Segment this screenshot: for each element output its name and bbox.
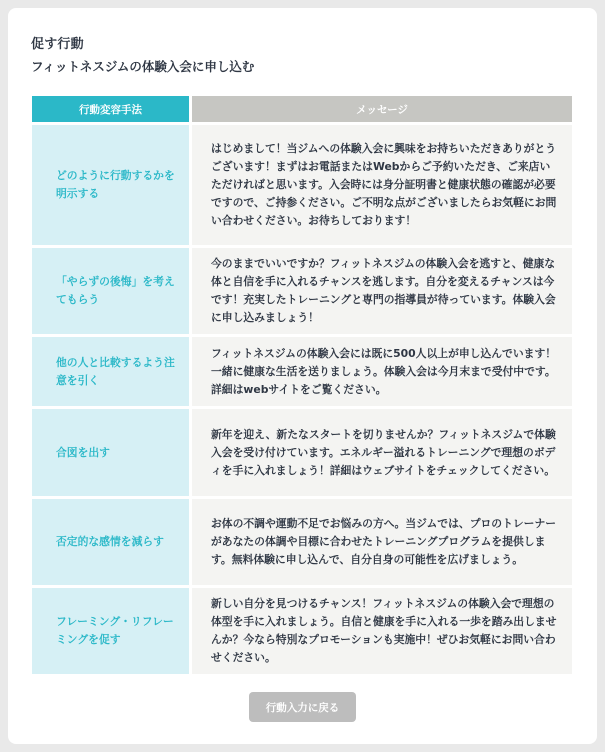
table-row: [32, 409, 572, 496]
message-cell: 新しい自分を見つけるチャンス！フィットネスジムの体験入会で理想の体型を手に入れましょう。自信と健康を手に入れる一歩を踏み出しませんか？今なら特別なプロモーションも実施中！ぜひお気軽にお問い合わせください。: [192, 588, 572, 674]
message-column-header: メッセージ: [192, 96, 572, 122]
target-behavior: フィットネスジムの体験入会に申し込む: [31, 59, 255, 74]
technique-cell: フレーミング・リフレーミングを促す: [32, 588, 189, 674]
result-card: [8, 8, 597, 744]
table-header-row: [32, 96, 572, 122]
technique-cell: 否定的な感情を減らす: [32, 499, 189, 585]
page-title: 促す行動: [31, 37, 84, 52]
back-to-behavior-input-button[interactable]: 行動入力に戻る: [249, 692, 356, 722]
message-cell: フィットネスジムの体験入会には既に500人以上が申し込んでいます！一緒に健康な生活を送りましょう。体験入会は今月末まで受付中です。詳細はwebサイトをご覧ください。: [192, 337, 572, 406]
technique-cell: 他の人と比較するよう注意を引く: [32, 337, 189, 406]
table-row: [32, 499, 572, 585]
message-cell: 新年を迎え、新たなスタートを切りませんか？フィットネスジムで体験入会を受け付けています。エネルギー溢れるトレーニングで理想のボディを手に入れましょう！詳細はウェブサイトをチェックしてください。: [192, 409, 572, 496]
message-table: [29, 93, 575, 677]
table-row: [32, 588, 572, 674]
table-row: [32, 125, 572, 245]
message-cell: お体の不調や運動不足でお悩みの方へ。当ジムでは、プロのトレーナーがあなたの体調や目標に合わせたトレーニングプログラムを提供します。無料体験に申し込んで、自分自身の可能性を広げましょう。: [192, 499, 572, 585]
technique-cell: 「やらずの後悔」を考えてもらう: [32, 248, 189, 334]
table-row: [32, 248, 572, 334]
technique-cell: 合図を出す: [32, 409, 189, 496]
message-cell: 今のままでいいですか？フィットネスジムの体験入会を逃すと、健康な体と自信を手に入れるチャンスを逃します。自分を変えるチャンスは今です！充実したトレーニングと専門の指導員が待っています。体験入会に申し込みましょう！: [192, 248, 572, 334]
message-cell: はじめまして！当ジムへの体験入会に興味をお持ちいただきありがとうございます！まずはお電話またはWebからご予約いただき、ご来店いただければと思います。入会時には身分証明書と健康状態の確認が必要ですので、ご持参ください。ご不明な点がございましたらお気軽にお問い合わせください。お待ちしております！: [192, 125, 572, 245]
technique-cell: どのように行動するかを明示する: [32, 125, 189, 245]
technique-column-header: 行動変容手法: [32, 96, 189, 122]
table-row: [32, 337, 572, 406]
